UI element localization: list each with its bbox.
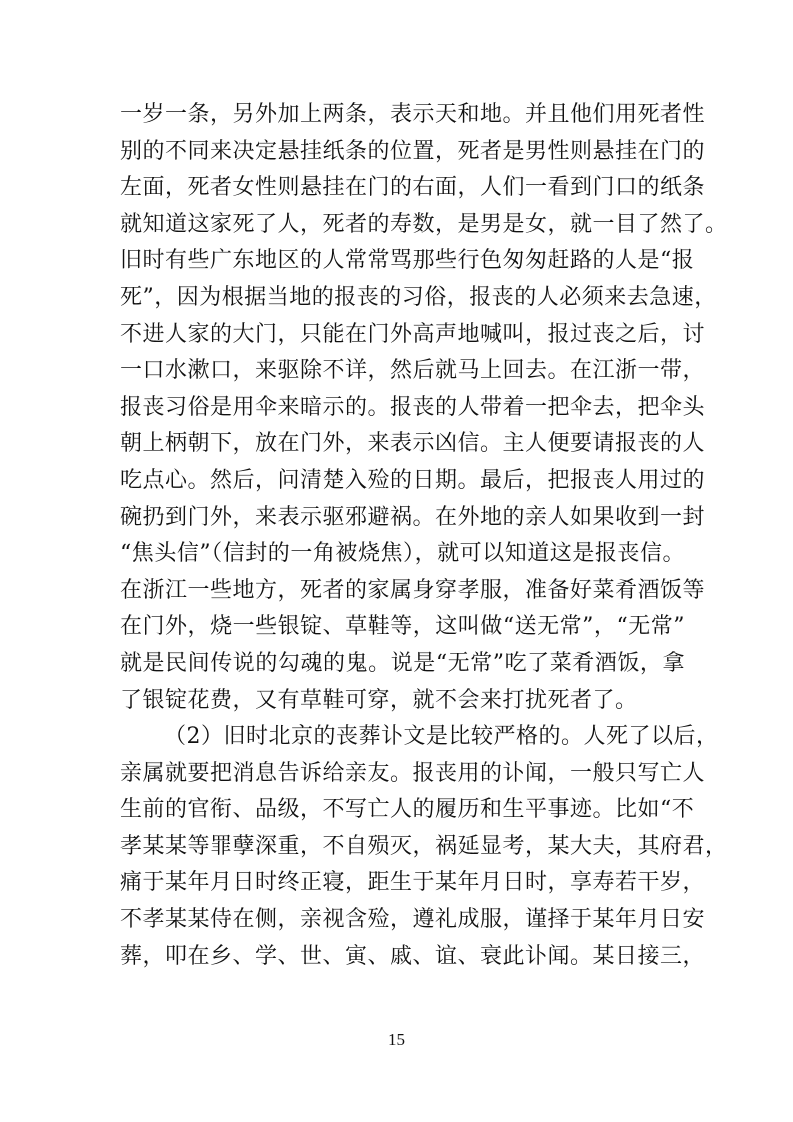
- text-line: 在浙江一些地方，死者的家属身穿孝服，准备好菜肴酒饭等: [120, 577, 706, 603]
- text-line: 葬，叩在乡、学、世、寅、戚、谊、衰此讣闻。某日接三，: [120, 943, 706, 969]
- text-line: 一口水漱口，来驱除不详，然后就马上回去。在江浙一带，: [120, 358, 706, 384]
- text-line: 吃点心。然后，问清楚入殓的日期。最后，把报丧人用过的: [120, 467, 706, 493]
- paragraph-2: [120, 719, 728, 975]
- text-line: 就知道这家死了人，死者的寿数，是男是女，就一目了然了。: [120, 211, 728, 237]
- text-line: 就是民间传说的勾魂的鬼。说是“无常”吃了菜肴酒饭，拿: [120, 650, 685, 676]
- text-line: 报丧习俗是用伞来暗示的。报丧的人带着一把伞去，把伞头: [120, 394, 706, 420]
- text-line: 孝某某等罪孽深重，不自殒灭，祸延显考，某大夫，其府君，: [120, 833, 728, 859]
- page-number: 15: [388, 1030, 405, 1049]
- body-text: [120, 97, 728, 975]
- text-line: （2）旧时北京的丧葬讣文是比较严格的。人死了以后，: [164, 724, 719, 750]
- text-line: 生前的官衔、品级，不写亡人的履历和生平事迹。比如“不: [120, 797, 695, 823]
- text-line: 碗扔到门外，来表示驱邪避祸。在外地的亲人如果收到一封: [120, 504, 706, 530]
- text-line: “焦头信”（信封的一角被烧焦），就可以知道这是报丧信。: [120, 541, 685, 567]
- text-line: 痛于某年月日时终正寝，距生于某年月日时，享寿若干岁，: [120, 870, 706, 896]
- text-line: 了银锭花费，又有草鞋可穿，就不会来打扰死者了。: [120, 687, 638, 713]
- text-line: 朝上柄朝下，放在门外，来表示凶信。主人便要请报丧的人: [120, 431, 706, 457]
- text-line: 一岁一条，另外加上两条，表示天和地。并且他们用死者性: [120, 102, 706, 127]
- text-line: 不孝某某侍在侧，亲视含殓，遵礼成服，谨择于某年月日安: [120, 907, 706, 933]
- paragraph-1: [120, 97, 728, 719]
- text-line: 左面，死者女性则悬挂在门的右面，人们一看到门口的纸条: [120, 175, 706, 201]
- text-line: 亲属就要把消息告诉给亲友。报丧用的讣闻，一般只写亡人: [120, 760, 706, 786]
- text-line: 旧时有些广东地区的人常常骂那些行色匆匆赶路的人是“报: [120, 248, 695, 274]
- text-line: 不进人家的大门，只能在门外高声地喊叫，报过丧之后，讨: [120, 321, 706, 347]
- text-line: 在门外，烧一些银锭、草鞋等，这叫做“送无常”，“无常”: [120, 614, 685, 640]
- text-line: 死”，因为根据当地的报丧的习俗，报丧的人必须来去急速，: [120, 284, 717, 310]
- text-line: 别的不同来决定悬挂纸条的位置，死者是男性则悬挂在门的: [120, 138, 706, 164]
